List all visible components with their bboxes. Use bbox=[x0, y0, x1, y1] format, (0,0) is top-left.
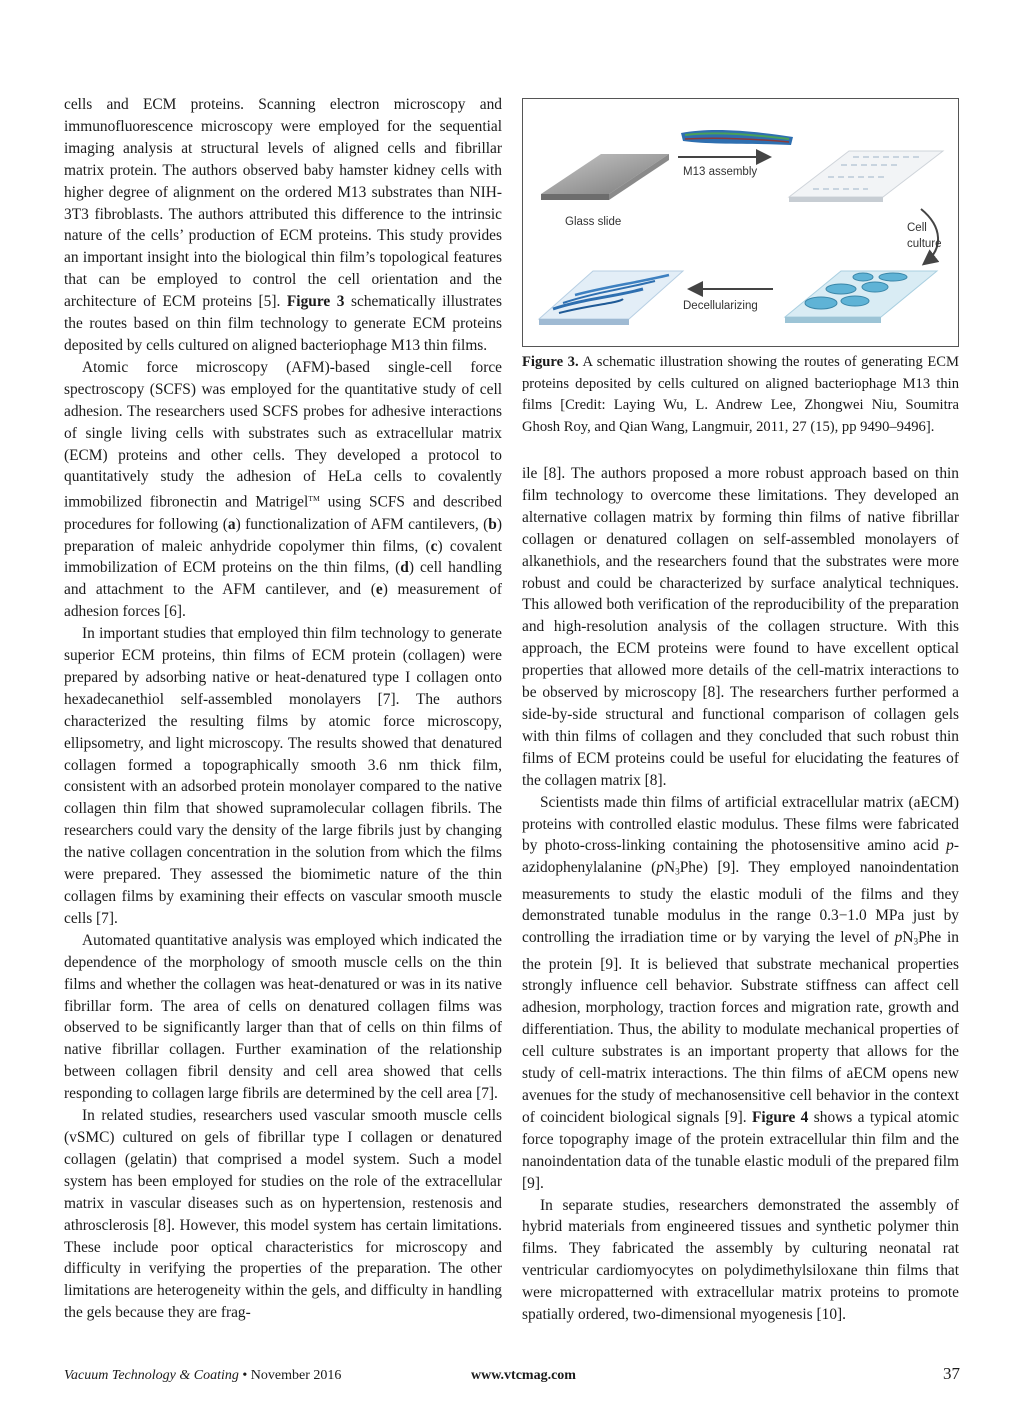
decellularizing-label: Decellularizing bbox=[683, 300, 758, 312]
page-footer bbox=[64, 1364, 960, 1388]
figure-caption-label: Figure 3. bbox=[522, 354, 579, 370]
footer-journal: Vacuum Technology & Coating • November 2016 bbox=[64, 1368, 342, 1383]
paragraph: In separate studies, researchers demonstrated the assembly of hybrid materials from engineered tissues and synthetic polymer thin films. They fabricated the assembly by culturing neonatal rat ventricular cardiomyocytes on polydimethylsiloxane thin films that were micropatterned with extracellular matrix proteins to promote spatially ordered, two-dimensional myogenesis [10]. bbox=[522, 1196, 959, 1324]
cell-culture-label-line2: culture bbox=[907, 238, 942, 250]
aligned-m13-film bbox=[789, 151, 943, 202]
paragraph: Atomic force microscopy (AFM)-based single-cell force spectroscopy (SCFS) was employed for the quantitative study of cell adhesion. The researchers used SCFS probes for adhesive interactions of single living cells with substrates such as extracellular matrix (ECM) proteins and other cells. They developed a protocol to quantitatively study the adhesion of HeLa cells to covalently immobilized fibronectin and Matrigel™ using SCFS and described procedures for following (a) functionalization of AFM cantilevers, (b) preparation of maleic anhydride copolymer thin films, (c) covalent immobilization of ECM proteins on the thin films, (d) cell handling and attachment to the AFM cantilever, and (e) measurement of adhesion forces [6]. bbox=[64, 358, 502, 621]
paragraph: Automated quantitative analysis was employed which indicated the dependence of the morphology of smooth muscle cells on the thin films and whether the collagen was heat-denatured or was in its native fibrillar form. The area of cells on denatured collagen films was observed to be significantly larger than that of cells on thin films of native fibrillar collagen. Further examination of the relationship between collagen fibril density and cell area showed that cells responding to collagen large fibrils are determined by the cell area [7]. bbox=[64, 931, 502, 1103]
left-column bbox=[64, 94, 502, 1324]
paragraph: ile [8]. The authors proposed a more robust approach based on thin film technology to overcome these limitations. They developed an alternative collagen matrix by forming thin films of native fibrillar collagen or denatured collagen on self-assembled monolayers of alkanethiols, and the researchers found that the substrates were more robust and could be characterized by surface analytical techniques. This allowed both verification of the reproducibility of the preparation and high-resolution analysis of the collagen structure. With this approach, the ECM proteins were found to have excellent optical properties that allowed more details of the cell-matrix interactions to be observed by microscopy [8]. The researchers further performed a side-by-side structural and functional comparison of collagen gels with thin films of collagen and they concluded that such robust thin films of ECM proteins could be useful for elucidating the features of the collagen matrix [8]. bbox=[522, 465, 959, 789]
page-number: 37 bbox=[943, 1364, 960, 1383]
figure-caption: Figure 3. A schematic illustration showing the routes of generating ECM proteins deposited by cells cultured on aligned bacteriophage M13 thin films [Credit: Laying Wu, L. Andrew Lee, Zhongwei Niu, Soumitra Ghosh Roy, and Qian Wang, Langmuir, 2011, 27 (15), pp 9490–9496]. bbox=[522, 354, 960, 435]
paragraph: In related studies, researchers used vascular smooth muscle cells (vSMC) cultured on gels of fibrillar type I collagen or denatured collagen (gelatin) that comprised a model system. Such a model system has been employed for studies on the role of the extracellular matrix in vascular diseases such as on hypertension, restenosis and athrosclerosis [8]. However, this model system has certain limitations. These include poor optical characteristics for microscopy and difficulty in verifying the properties of the preparation. The other limitations are heterogeneity within the gels, and difficulty in handling the gels because they are frag- bbox=[64, 1107, 502, 1322]
m13-fiber-bundle bbox=[681, 130, 793, 145]
figure-3-diagram bbox=[523, 99, 957, 345]
paragraph: Scientists made thin films of artificial extracellular matrix (aECM) proteins with controlled elastic modulus. These films were fabricated by photo-cross-linking containing the photosensitive amino acid p-azidophenylalanine $(pN_3Phe)$ [9]. They employed nanoindentation measurements to study the elastic moduli of the films and they demonstrated tunable modulus in the range 0.3−1.0 MPa just by controlling the irradiation time or by varying the level of $pN_3Phe$ in the protein [9]. It is believed that substrate mechanical properties strongly influence cell behavior. Substrate stiffness can affect cell adhesion, morphology, traction forces and migration rate, growth and differentiation. Thus, the ability to modulate mechanical properties of cell culture substrates is an important property that allows for the study of cell-matrix interactions. The thin films of aECM opens new avenues for the study of mechanosensitive cell behavior in the context of coincident biological signals [9]. Figure 4 shows a typical atomic force topography image of the protein extracellular thin film and the nanoindentation data of the tunable elastic moduli of the prepared film [9]. bbox=[522, 793, 960, 1192]
glass-slide-label: Glass slide bbox=[565, 216, 622, 228]
paragraph: In important studies that employed thin film technology to generate superior ECM proteins, thin films of ECM protein (collagen) were prepared by adsorbing native or heat-denatured type I collagen onto hexadecanethiol self-assembled monolayers [7]. The authors characterized the resulting films by atomic force microscopy, ellipsometry, and light microscopy. The results showed that denatured collagen formed a topographically smooth 3.6 nm thick film, consistent with an adsorbed protein monolayer compared to the native collagen thin film that showed supramolecular collagen fibrils. The researchers could vary the density of the large fibrils just by changing the native collagen concentration in the solution from which the films were prepared. They assessed the biomimetic nature of the thin collagen films by examining their effects on vascular smooth muscle cells [7]. bbox=[64, 625, 502, 927]
trademark-mark: TM bbox=[308, 494, 320, 504]
paragraph: cells and ECM proteins. Scanning electron microscopy and immunofluorescence microscopy were employed for the sequential imaging analysis at structural levels of aligned cells and fibrillar matrix protein. The authors observed baby hamster kidney cells with higher degree of alignment on the ordered M13 substrates than NIH-3T3 fibroblasts. The authors attributed this difference to the intrinsic nature of the cells’ production of ECM proteins. This study provides an important insight into the biological thin film’s topological features that can be employed to control the cell orientation and the architecture of ECM proteins [5]. Figure 3 schematically illustrates the routes based on thin film technology to generate ECM proteins deposited by cells cultured on aligned bacteriophage M13 thin films. bbox=[64, 96, 502, 354]
figure-reference: Figure 3 bbox=[286, 293, 345, 311]
figure-3 bbox=[522, 98, 959, 347]
footer-url[interactable]: www.vtcmag.com bbox=[471, 1368, 576, 1383]
cultured-cells-film bbox=[785, 271, 937, 323]
figure-reference: Figure 4 bbox=[751, 1108, 809, 1126]
glass-slide bbox=[541, 154, 669, 200]
cell-culture-label-line1: Cell bbox=[907, 222, 927, 234]
ecm-protein-film bbox=[539, 271, 683, 325]
m13-assembly-label: M13 assembly bbox=[683, 166, 758, 178]
cell-culture-arrow bbox=[921, 209, 938, 263]
right-column bbox=[522, 463, 959, 1326]
